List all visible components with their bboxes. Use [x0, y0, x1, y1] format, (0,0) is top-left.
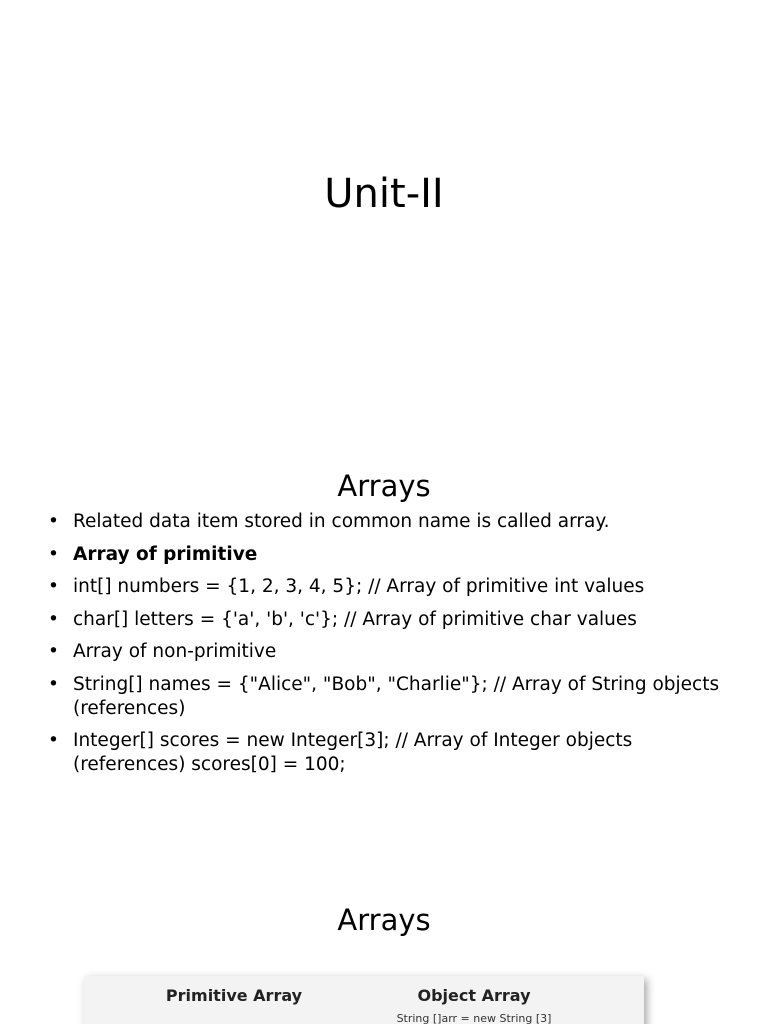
bullet-dot: •: [48, 576, 59, 597]
comparison-table: [84, 976, 644, 1024]
slide-title: Arrays: [337, 903, 431, 937]
bullet-text: char[] letters = {'a', 'b', 'c'}; // Array of primitive char values: [73, 608, 637, 630]
bullet-item: [48, 640, 728, 664]
slide-title: Unit-II: [324, 171, 444, 217]
bullet-dot: •: [48, 730, 59, 751]
bullet-dot: •: [48, 543, 59, 565]
bullet-item: [48, 608, 728, 632]
bullet-dot: •: [48, 608, 59, 630]
bullet-text: Related data item stored in common name is called array.: [73, 511, 610, 532]
table-header-object-array: Object Array: [417, 986, 531, 1005]
bullet-dot: •: [48, 641, 59, 662]
slide-title: Arrays: [337, 469, 431, 503]
slide-arrays-bullets: [0, 440, 768, 880]
bullet-dot: •: [48, 511, 59, 532]
object-array-code: String []arr = new String [3]: [396, 1012, 552, 1024]
table-header-primitive-array: Primitive Array: [165, 986, 303, 1005]
bullet-text: Array of non-primitive: [73, 641, 277, 662]
bullet-text: int[] numbers = {1, 2, 3, 4, 5}; // Array of primitive int values: [73, 576, 645, 597]
bullet-text: String[] names = {"Alice", "Bob", "Charlie"}; // Array of String objects (references): [73, 673, 720, 719]
bullet-item: [48, 575, 728, 599]
bullet-item: [48, 543, 728, 567]
bullet-text: Array of primitive: [73, 543, 258, 565]
bullet-item: [48, 729, 728, 777]
bullet-text: Integer[] scores = new Integer[3]; // Array of Integer objects (references) scores[0] = 100;: [73, 730, 633, 775]
slide-unit-title: [0, 0, 768, 440]
bullet-item: [48, 673, 728, 721]
slide-arrays-table: [0, 880, 768, 1024]
bullet-item: [48, 510, 728, 534]
bullet-list: [48, 510, 728, 786]
bullet-dot: •: [48, 673, 59, 695]
